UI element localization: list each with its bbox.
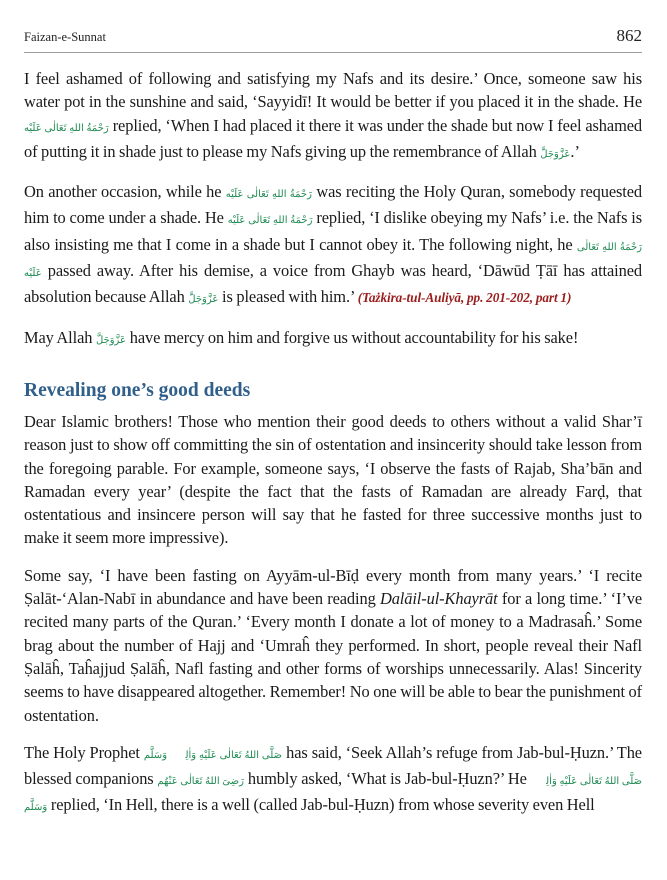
section-paragraph-2: Some say, ‘I have been fasting on Ayyām-ul-Bīḍ every month from many years.’ ‘I recite Ṣalāt-‘Alan-Nabī in abundance and have been reading Dalāil-ul-Khayrāt for a long time.’ ‘I’ve recited many parts of the Quran.’ ‘Every month I donate a lot of money to a Madrasaĥ.’ Some brag about the number of Hajj and ‘Umraĥ they performed. In short, people reveal their Nafl Ṣalāĥ, Taĥajjud Ṣalāĥ, Nafl fasting and other forms of worships unnecessarily. Alas! Sincerity seems to have disappeared altogether. Remember! No one will be able to bear the punishment of ostentation. xyxy=(24,565,642,725)
arabic-honorific: رَحْمَةُ اللهِ تَعَالٰی عَلَيْه xyxy=(225,189,312,201)
section-paragraph-3: The Holy Prophet صَلَّى اللهُ تَعَالٰی عَلَيْهِ وَاٰلِهٖ وَسَلَّم has said, ‘Seek Allah’s refuge from Jab-bul-Ḥuzn.’ The blessed companions رَضِیَ اللهُ تَعَالٰی عَنْهُم humbly asked, ‘What is Jab-bul-Ḥuzn?’ He صَلَّى اللهُ تَعَالٰی عَلَيْهِ وَاٰلِهٖ وَسَلَّم replied, ‘In Hell, there is a well (called Jab-bul-Ḥuzn) from whose severity even Hell xyxy=(24,742,642,815)
section-heading: Revealing one’s good deeds xyxy=(24,379,251,401)
reference-citation: (Tażkira-tul-Auliyā, pp. 201-202, part 1) xyxy=(357,290,572,306)
page-content xyxy=(24,67,642,820)
page-header xyxy=(24,26,642,53)
paragraph-2: On another occasion, while he رَحْمَةُ اللهِ تَعَالٰی عَلَيْه was reciting the Holy Quran, somebody requested him to come under a shade. He رَحْمَةُ اللهِ تَعَالٰی عَلَيْه replied, ‘I dislike obeying my Nafs’ i.e. the Nafs is also insisting me that I come in a shade but I cannot obey it. The following night, he رَحْمَةُ اللهِ تَعَالٰی عَلَيْه passed away. After his demise, a voice from Ghayb was heard, ‘Dāwūd Ṭāī has attained absolution because Allah عَزَّوَجَلَّ is pleased with him.’ (Tażkira-tul-Auliyā, pp. 201-202, part 1) xyxy=(24,182,643,307)
paragraph-1: I feel ashamed of following and satisfying my Nafs and its desire.’ Once, someone saw his water pot in the sunshine and said, ‘Sayyidī! It would be better if you placed it in the shade. He رَحْمَةُ اللهِ تَعَالٰی عَلَيْه replied, ‘When I had placed it there it was under the shade but now I feel ashamed of putting it in shade just to please my Nafs giving up the remembrance of Allah عَزَّوَجَلَّ.’ xyxy=(24,69,642,161)
book-title: Faizan-e-Sunnat xyxy=(24,30,106,44)
arabic-honorific: رَحْمَةُ اللهِ تَعَالٰی عَلَيْه xyxy=(227,215,313,227)
arabic-honorific: صَلَّى اللهُ تَعَالٰی عَلَيْهِ وَاٰلِهٖ وَسَلَّم xyxy=(143,749,283,761)
arabic-honorific: صَلَّى اللهُ تَعَالٰی عَلَيْهِ وَاٰلِهٖ وَسَلَّم xyxy=(24,776,642,814)
arabic-honorific: عَزَّوَجَلَّ xyxy=(188,294,219,306)
arabic-honorific: عَزَّوَجَلَّ xyxy=(540,148,571,160)
italic-title: Dalāil-ul-Khayrāt xyxy=(379,589,498,609)
paragraph-3: May Allah عَزَّوَجَلَّ have mercy on him and forgive us without accountability for his sake! xyxy=(24,327,579,347)
section-paragraph-1: Dear Islamic brothers! Those who mention their good deeds to others without a valid Shar’ī reason just to show off committing the sin of ostentation and insincerity should take lesson from the foregoing parable. For example, someone says, ‘I observe the fasts of Rajab, Sha’bān and Ramadan every year’ (despite the fact that the fasts of Ramadan are already Farḍ, that ostentatious and insincere person will say that he fasted for three successive months just to make it seem more impressive). xyxy=(24,411,642,548)
arabic-honorific: رَحْمَةُ اللهِ تَعَالٰی عَلَيْه xyxy=(24,241,643,280)
page-number: 862 xyxy=(616,26,642,45)
arabic-honorific: عَزَّوَجَلَّ xyxy=(95,334,127,346)
arabic-honorific: رَضِیَ اللهُ تَعَالٰی عَنْهُم xyxy=(157,776,245,788)
arabic-honorific: رَحْمَةُ اللهِ تَعَالٰی عَلَيْه xyxy=(24,122,109,134)
